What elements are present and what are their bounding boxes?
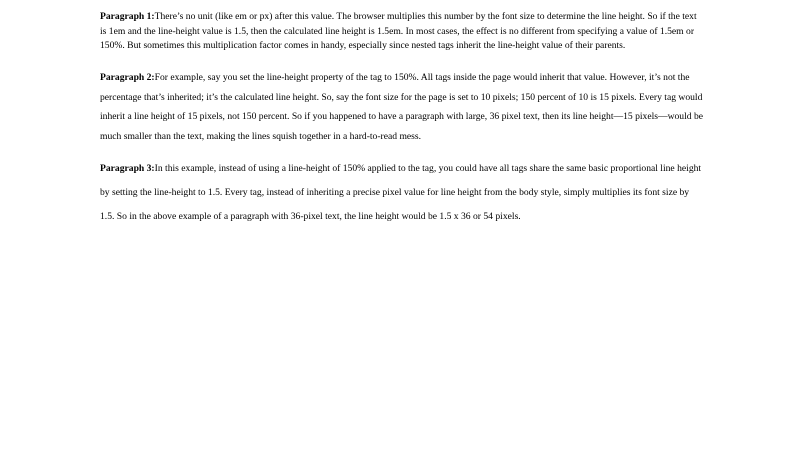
paragraph-1-text: There’s no unit (like em or px) after this value. The browser multiplies this number by the font size to determine the line height. So if the text is 1em and the line-height value is 1.5, then the calculated line height is 1.5em. In most cases, the effect is no different from specifying a value of 1.5em or 150%. But sometimes this multiplication factor comes in handy, especially since nested tags inherit the line-height value of their parents. — [100, 11, 697, 52]
paragraph-2-text: For example, say you set the line-height property of the tag to 150%. All tags inside the page would inherit that value. However, it’s not the percentage that’s inherited; it’s the calculated line height. So, say the font size for the page is set to 10 pixels; 150 percent of 10 is 15 pixels. Every tag would inherit a line height of 15 pixels, not 150 percent. So if you happened to have a paragraph with large, 36 pixel text, then its line height—15 pixels—would be much smaller than the text, making the lines squish together in a hard-to-read mess. — [100, 72, 704, 142]
paragraph-3 — [100, 157, 704, 230]
paragraph-2-label: Paragraph 2: — [100, 72, 155, 83]
paragraph-1 — [100, 10, 704, 54]
paragraph-2 — [100, 68, 704, 146]
paragraph-3-label: Paragraph 3: — [100, 163, 155, 174]
paragraph-1-label: Paragraph 1: — [100, 11, 155, 22]
paragraph-3-text: In this example, instead of using a line-height of 150% applied to the tag, you could have all tags share the same basic proportional line height by setting the line-height to 1.5. Every tag, instead of inheriting a precise pixel value for line height from the body style, simply multiplies its font size by 1.5. So in the above example of a paragraph with 36-pixel text, the line height would be 1.5 x 36 or 54 pixels. — [100, 163, 702, 223]
